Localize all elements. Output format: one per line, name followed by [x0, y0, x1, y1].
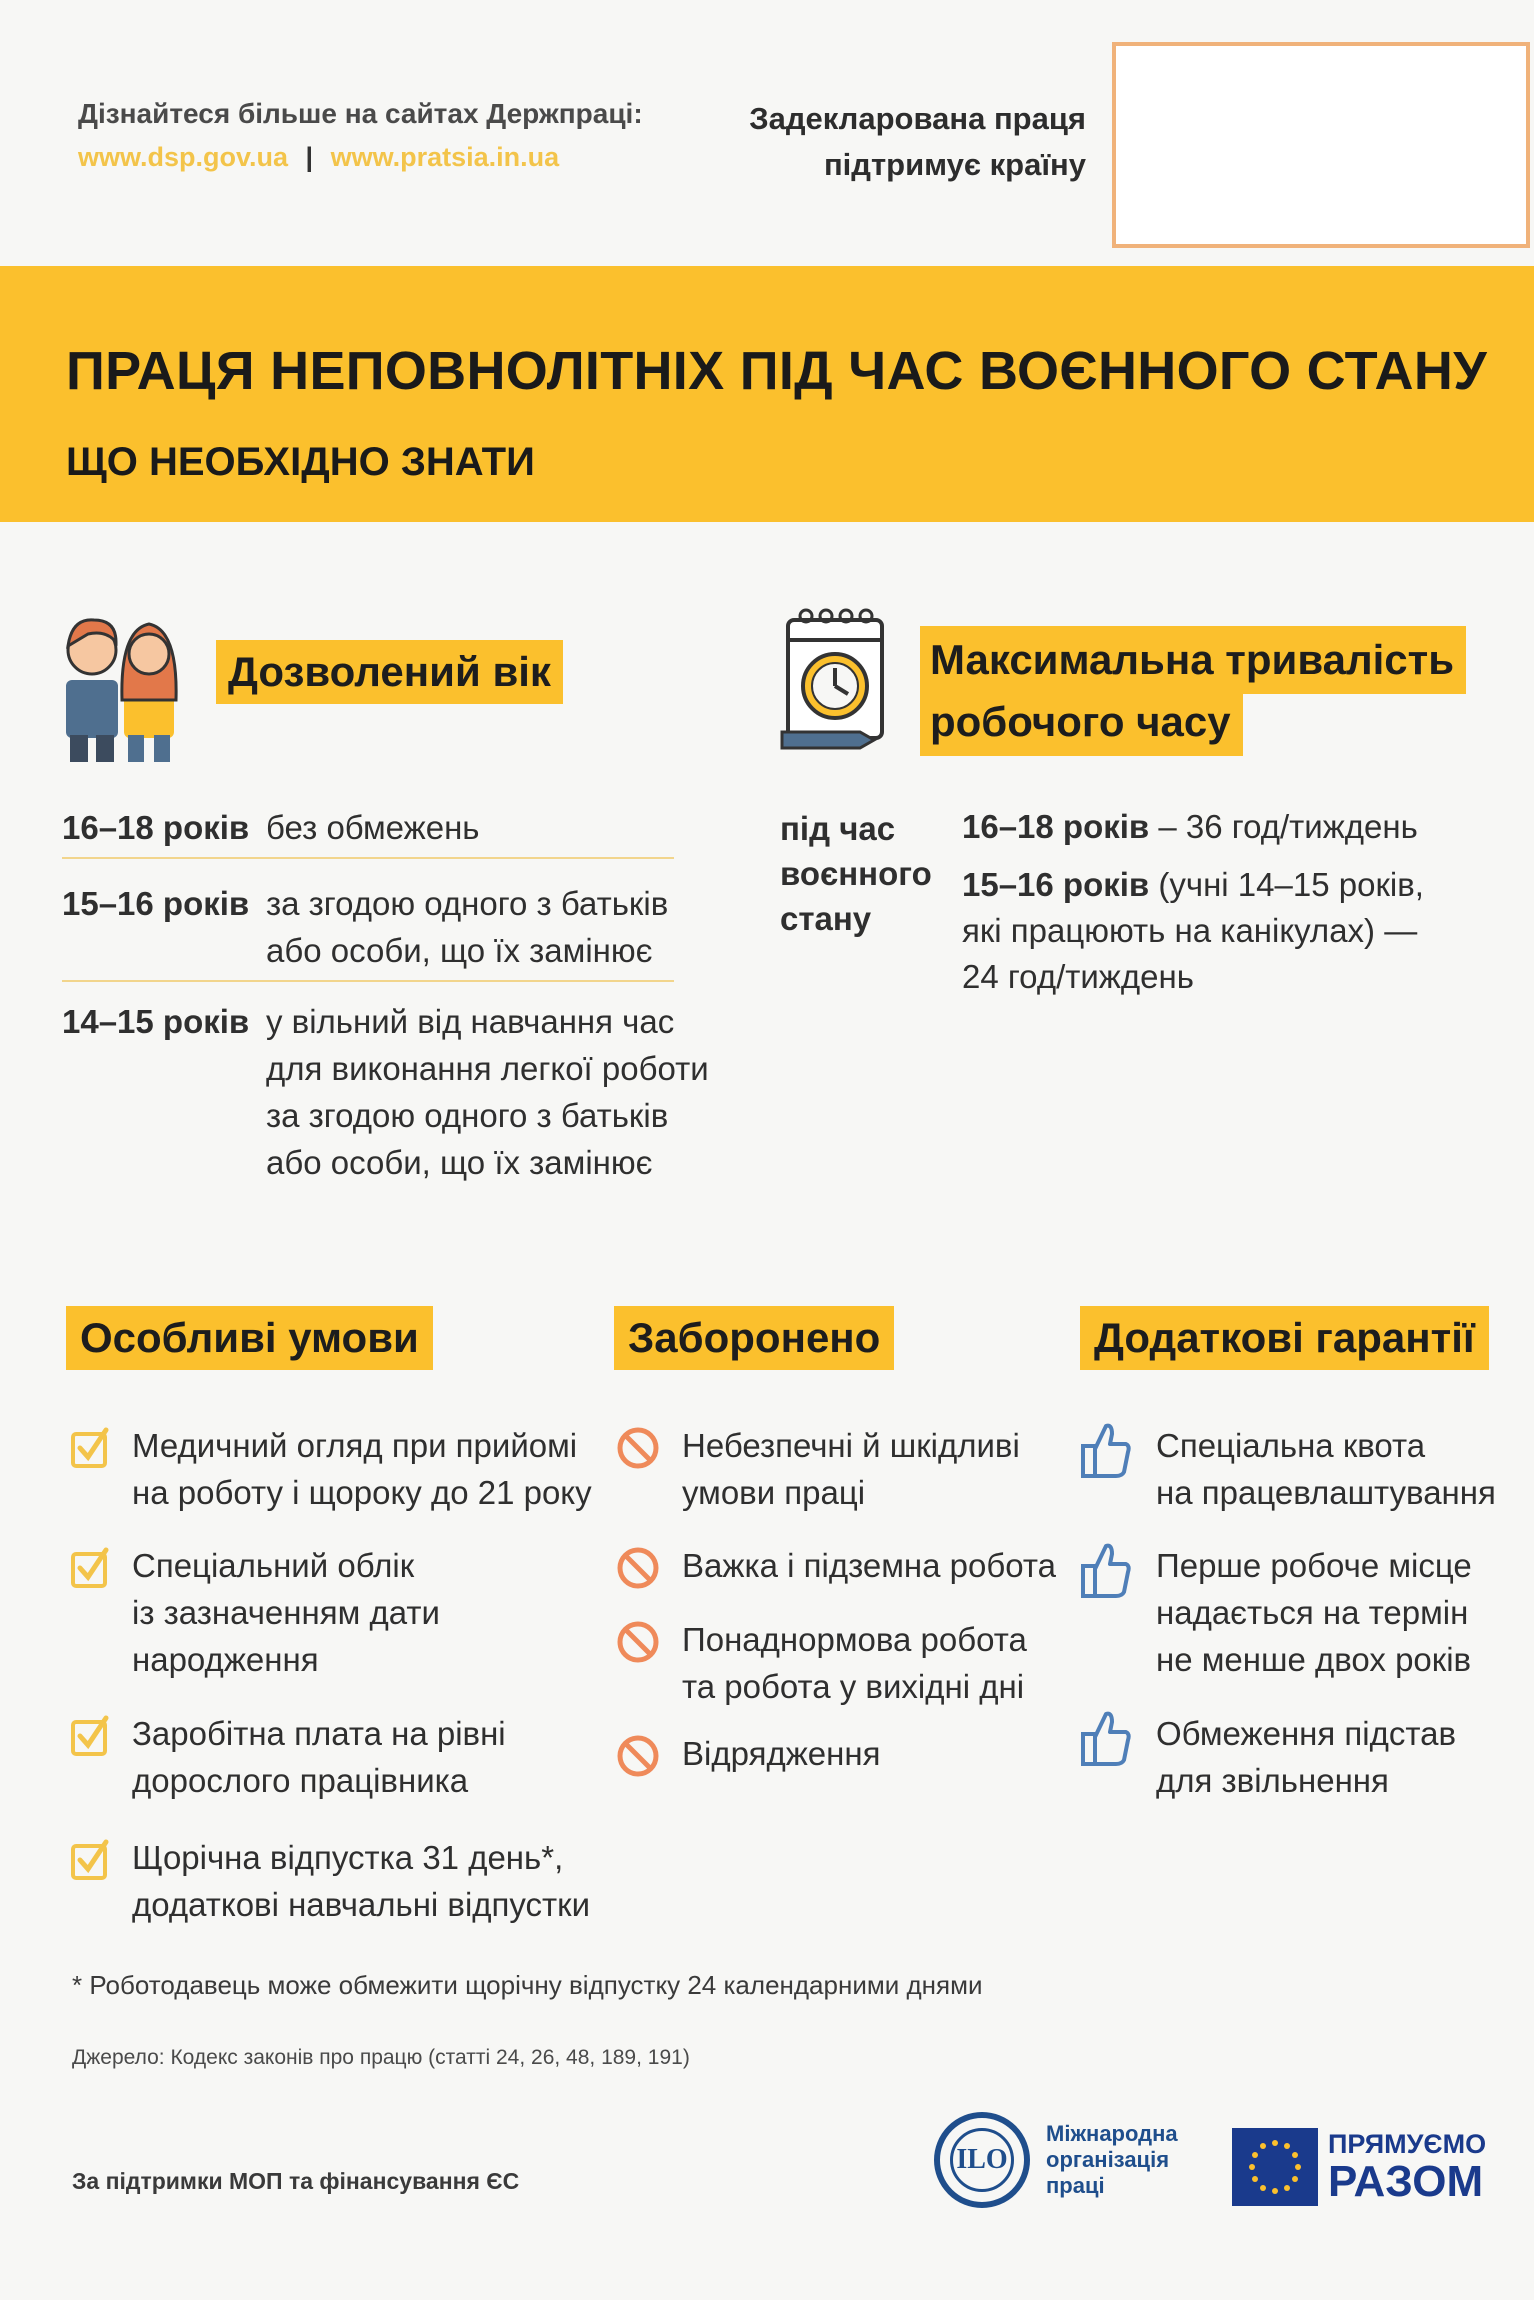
- banner-subtitle: ЩО НЕОБХІДНО ЗНАТИ: [66, 440, 535, 484]
- support-text: За підтримки МОП та фінансування ЄС: [72, 2168, 520, 2194]
- prohibited-item-4: [616, 1730, 880, 1778]
- age-label-16-18: 16–18 років: [62, 809, 250, 846]
- prohibited-icon: [616, 1426, 660, 1470]
- age-desc-14-15: [266, 998, 709, 1186]
- header-links: [78, 142, 559, 173]
- line: дорослого працівника: [132, 1762, 469, 1799]
- checkbox-icon: [70, 1426, 110, 1468]
- prohibited-item-3: [616, 1616, 1027, 1710]
- prohibited-icon: [616, 1546, 660, 1590]
- age-desc-line: або особи, що їх замінює: [266, 1144, 653, 1181]
- line: та робота у вихідні дні: [682, 1668, 1025, 1705]
- slogan-line2: підтримує країну: [823, 147, 1086, 182]
- thumbs-up-icon: [1080, 1422, 1132, 1480]
- age-desc-15-16: [266, 880, 668, 974]
- divider-1: [62, 857, 674, 859]
- wartime-label-line: під час: [780, 810, 896, 847]
- guarantees-heading: Додаткові гарантії: [1080, 1306, 1489, 1370]
- line: Відрядження: [682, 1735, 881, 1772]
- hours-line-3: які працюють на канікулах) —: [962, 912, 1418, 949]
- guarantee-item-text: [1156, 1710, 1456, 1804]
- hours-details: [962, 804, 1424, 1000]
- ilo-logo: [934, 2112, 1178, 2208]
- divider-2: [62, 980, 674, 982]
- prohibited-item-text: [682, 1730, 880, 1777]
- line: умови праці: [682, 1474, 866, 1511]
- max-hours-heading-line2: робочого часу: [930, 698, 1231, 745]
- max-hours-heading: [920, 626, 1466, 694]
- line: Щорічна відпустка 31 день*,: [132, 1839, 564, 1876]
- prohibited-item-2: [616, 1542, 1056, 1590]
- guarantee-item-2: [1080, 1542, 1472, 1683]
- hours-age-16-18: 16–18 років: [962, 808, 1150, 845]
- special-item-text: [132, 1422, 592, 1516]
- ilo-emblem-inner: ILO: [950, 2128, 1014, 2192]
- eu-line2: РАЗОМ: [1328, 2156, 1484, 2206]
- line: надається на термін: [1156, 1594, 1469, 1631]
- age-desc-line: для виконання легкої роботи: [266, 1050, 709, 1087]
- line: не менше двох років: [1156, 1641, 1472, 1678]
- age-label-14-15: 14–15 років: [62, 1003, 250, 1040]
- ilo-emblem: [934, 2112, 1030, 2208]
- line: Спеціальна квота: [1156, 1427, 1426, 1464]
- special-item-text: [132, 1710, 506, 1804]
- header-info: Дізнайтеся більше на сайтах Держпраці:: [78, 98, 643, 129]
- line: додаткові навчальні відпустки: [132, 1886, 591, 1923]
- prohibited-item-text: [682, 1542, 1056, 1589]
- guarantee-item-text: [1156, 1542, 1472, 1683]
- special-item-text: [132, 1542, 440, 1683]
- guarantee-item-text: [1156, 1422, 1496, 1516]
- line: на роботу і щороку до 21 року: [132, 1474, 592, 1511]
- line: Перше робоче місце: [1156, 1547, 1472, 1584]
- max-hours-heading-line1: Максимальна тривалість: [930, 636, 1455, 683]
- max-hours-heading-2: [920, 688, 1243, 756]
- ilo-line: організація: [1046, 2147, 1170, 2172]
- age-desc-16-18: без обмежень: [266, 809, 480, 846]
- line: Понаднормова робота: [682, 1621, 1027, 1658]
- prohibited-item-text: [682, 1616, 1027, 1710]
- ilo-text: [1046, 2121, 1178, 2199]
- eu-stars-icon: [1232, 2128, 1318, 2206]
- eu-line1: ПРЯМУЄМО: [1328, 2128, 1487, 2159]
- special-item-text: [132, 1834, 590, 1928]
- special-item-2: [70, 1542, 440, 1683]
- checkbox-icon: [70, 1714, 110, 1756]
- banner-title: ПРАЦЯ НЕПОВНОЛІТНІХ ПІД ЧАС ВОЄННОГО СТАНУ: [66, 341, 1488, 401]
- line: на працевлаштування: [1156, 1474, 1496, 1511]
- age-desc-line: або особи, що їх замінює: [266, 932, 653, 969]
- line: Важка і підземна робота: [682, 1547, 1056, 1584]
- hours-note: (учні 14–15 років,: [1149, 866, 1424, 903]
- age-label-15-16: 15–16 років: [62, 885, 250, 922]
- prohibited-heading: Заборонено: [614, 1306, 894, 1370]
- children-icon: [62, 600, 178, 764]
- hours-value-16-18: – 36 год/тиждень: [1149, 808, 1418, 845]
- ilo-line: праці: [1046, 2173, 1105, 2198]
- eu-text: [1328, 2128, 1487, 2206]
- hours-line-4: 24 год/тиждень: [962, 958, 1194, 995]
- age-desc-line: у вільний від навчання час: [266, 1003, 675, 1040]
- link-pratsia[interactable]: www.pratsia.in.ua: [330, 142, 560, 172]
- thumbs-up-icon: [1080, 1542, 1132, 1600]
- footnote: * Роботодавець може обмежити щорічну відпустку 24 календарними днями: [72, 1970, 983, 2000]
- checkbox-icon: [70, 1838, 110, 1880]
- guarantee-item-1: [1080, 1422, 1496, 1516]
- slogan-line1: Задекларована праця: [749, 101, 1086, 136]
- special-item-3: [70, 1710, 506, 1804]
- special-item-1: [70, 1422, 592, 1516]
- age-desc-line: за згодою одного з батьків: [266, 885, 669, 922]
- line: народження: [132, 1641, 319, 1678]
- line: Небезпечні й шкідливі: [682, 1427, 1020, 1464]
- line: Спеціальний облік: [132, 1547, 415, 1584]
- source: Джерело: Кодекс законів про працю (статті 24, 26, 48, 189, 191): [72, 2046, 690, 2069]
- special-heading: Особливі умови: [66, 1306, 433, 1370]
- allowed-age-heading: Дозволений вік: [216, 640, 563, 704]
- header-slogan: [700, 96, 1086, 188]
- hours-line-1: [962, 804, 1424, 850]
- prohibited-icon: [616, 1620, 660, 1664]
- link-dsp[interactable]: www.dsp.gov.ua: [78, 142, 289, 172]
- prohibited-item-1: [616, 1422, 1020, 1516]
- age-desc-line: за згодою одного з батьків: [266, 1097, 669, 1134]
- hours-line-2: [962, 862, 1424, 908]
- link-separator: |: [305, 142, 314, 172]
- checkbox-icon: [70, 1546, 110, 1588]
- thumbs-up-icon: [1080, 1710, 1132, 1768]
- line: Медичний огляд при прийомі: [132, 1427, 578, 1464]
- prohibited-icon: [616, 1734, 660, 1778]
- calendar-clock-icon: [780, 600, 892, 760]
- ilo-line: Міжнародна: [1046, 2121, 1178, 2146]
- line: для звільнення: [1156, 1762, 1389, 1799]
- line: із зазначенням дати: [132, 1594, 440, 1631]
- wartime-label-line: стану: [780, 900, 872, 937]
- eu-flag-icon: [1232, 2128, 1318, 2206]
- guarantee-item-3: [1080, 1710, 1456, 1804]
- prohibited-item-text: [682, 1422, 1020, 1516]
- line: Заробітна плата на рівні: [132, 1715, 506, 1752]
- line: Обмеження підстав: [1156, 1715, 1457, 1752]
- hours-age-15-16: 15–16 років: [962, 866, 1150, 903]
- eu-logo: [1232, 2128, 1486, 2206]
- header-empty-box: [1112, 42, 1530, 248]
- wartime-label-line: воєнного: [780, 855, 932, 892]
- wartime-label: [780, 806, 932, 941]
- special-item-4: [70, 1834, 590, 1928]
